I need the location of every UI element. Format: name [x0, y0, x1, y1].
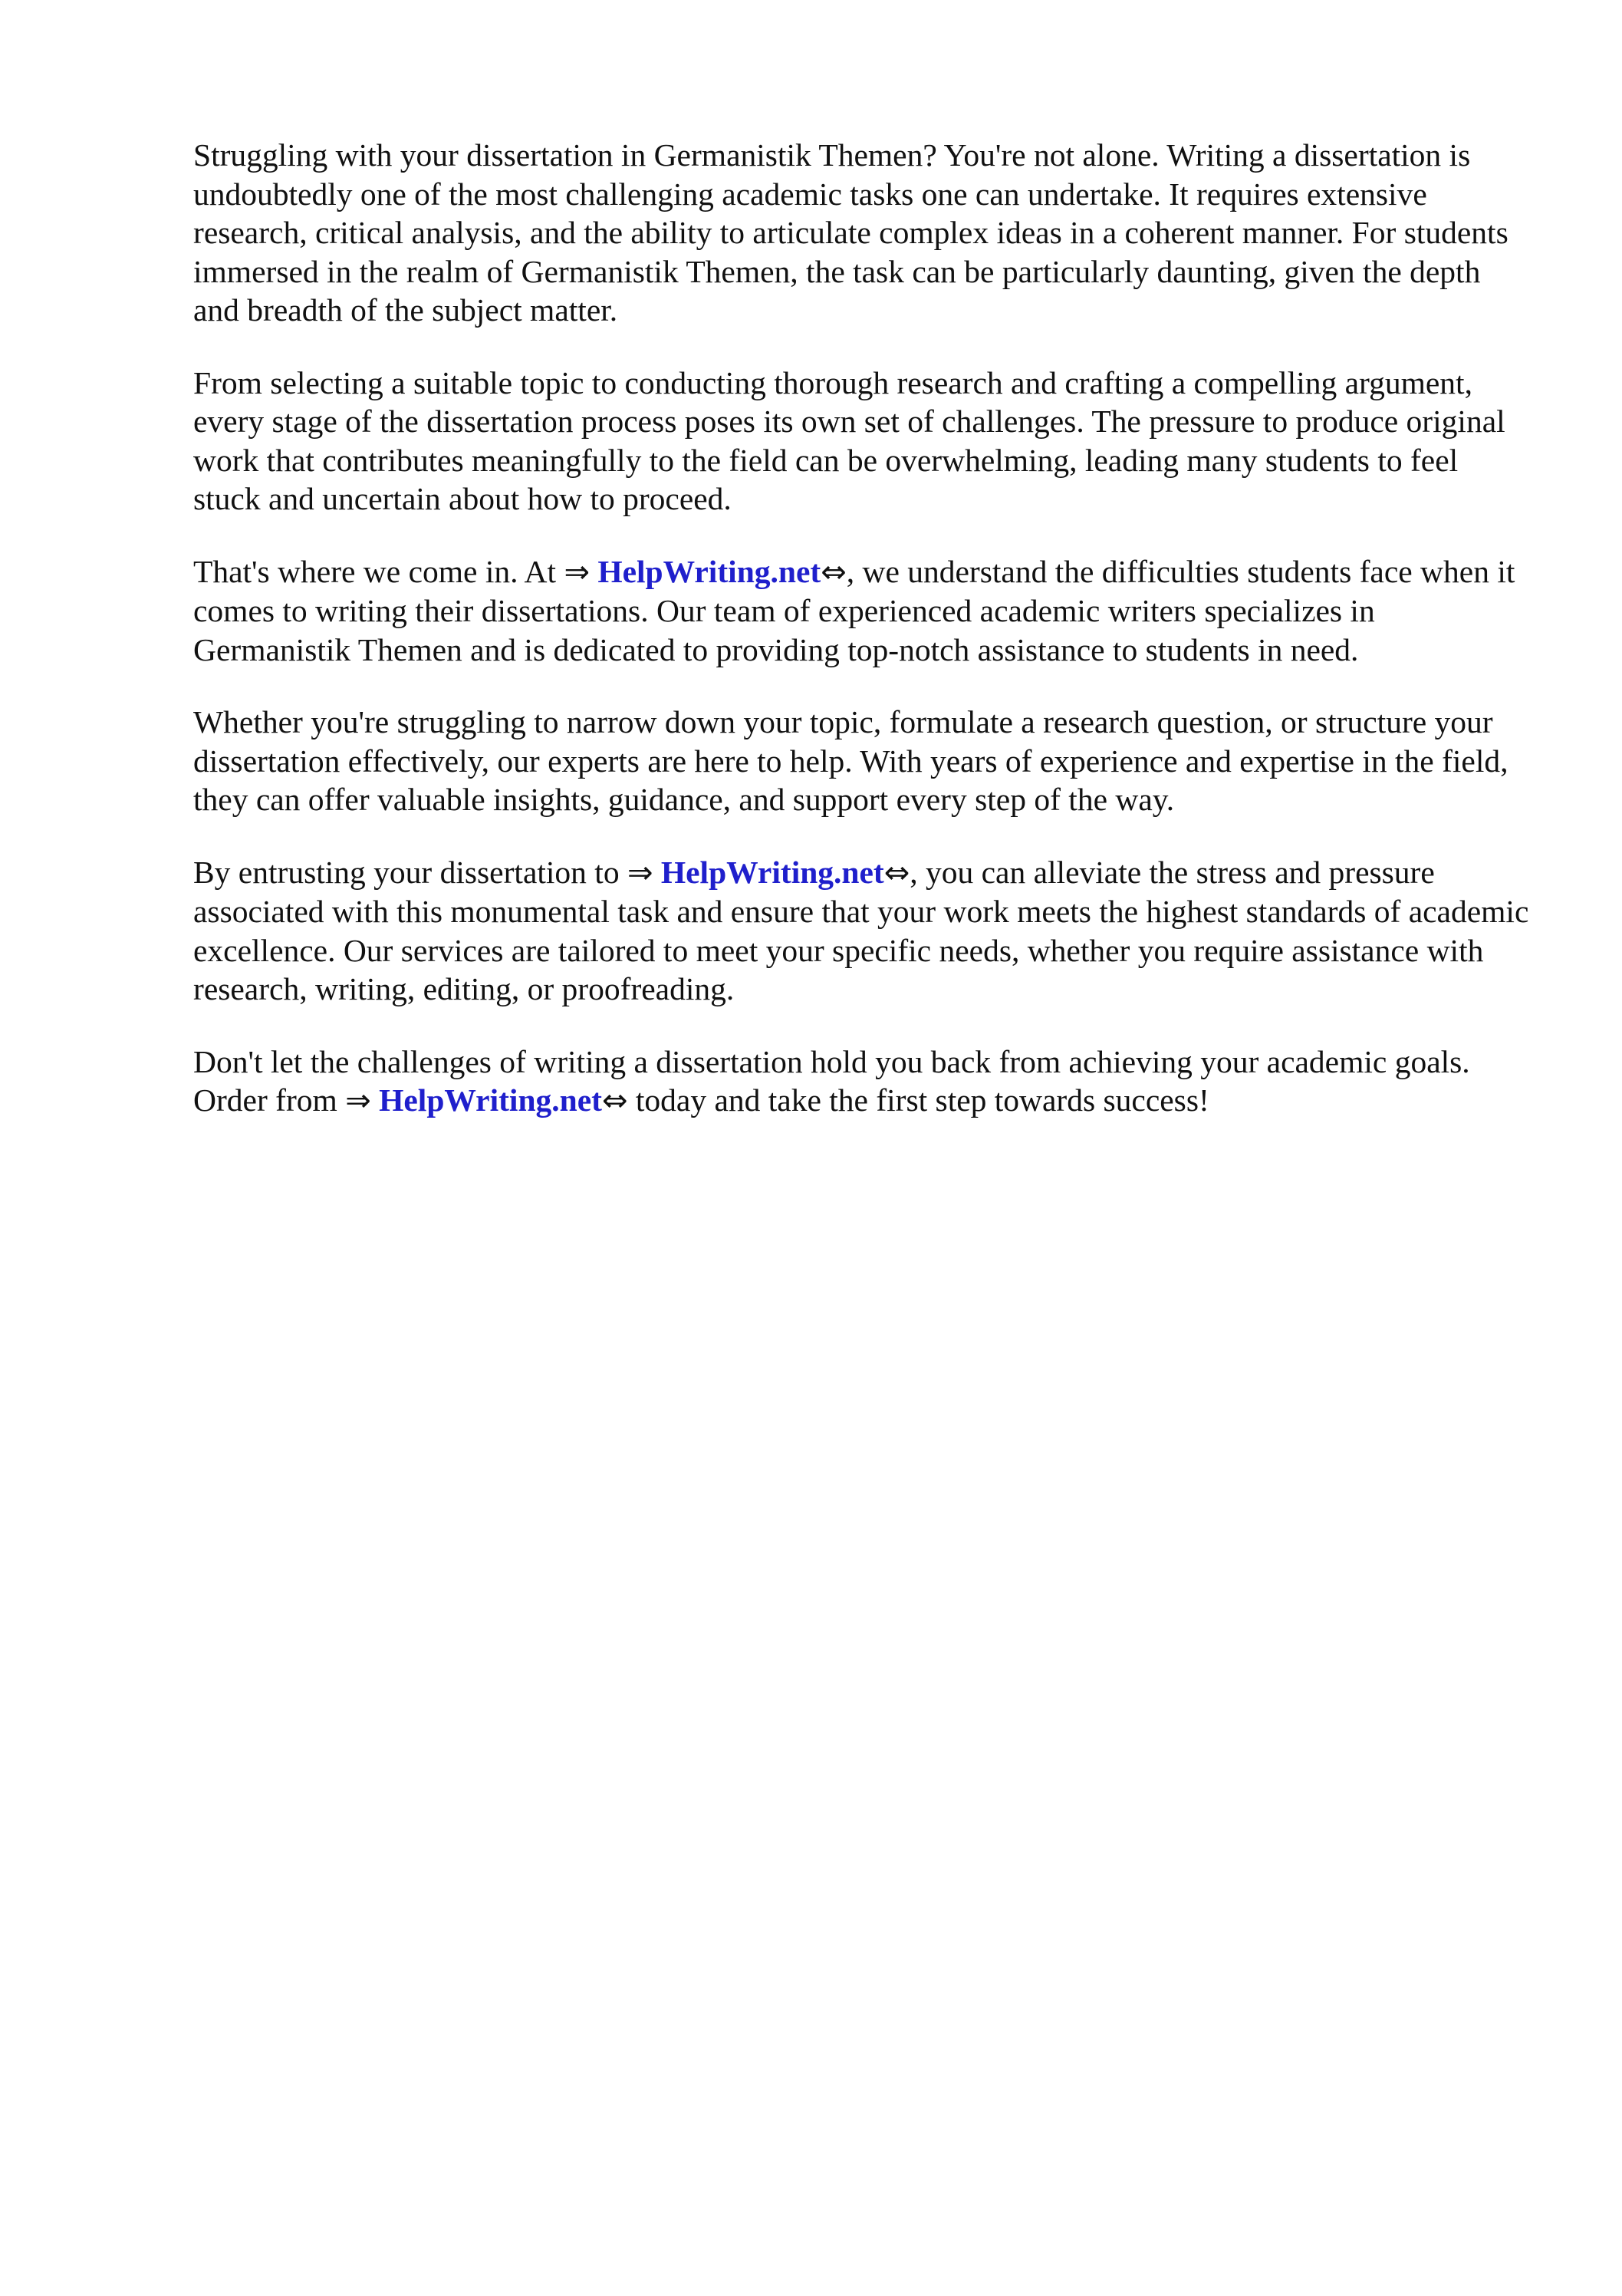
document-body	[193, 136, 1532, 1155]
paragraph-service-text-after: , we understand the difficulties students face when it comes to writing their dissertations. Our team of experienced academic writers specializes in Germanistik Themen and is dedicated to providing top-notch assistance to students in need.	[193, 553, 1515, 667]
paragraph-cta-text-before: Don't let the challenges of writing a dissertation hold you back from achieving your academic goals. Order from	[193, 1043, 1470, 1118]
paragraph-experts-text: Whether you're struggling to narrow down your topic, formulate a research question, or structure your dissertation effectively, our experts are here to help. With years of experience and expertise in the field, they can offer valuable insights, guidance, and support every step of the way.	[193, 704, 1508, 817]
paragraph-challenges-text: From selecting a suitable topic to conducting thorough research and crafting a compelling argument, every stage of the dissertation process poses its own set of challenges. The pressure to produce original work that contributes meaningfully to the field can be overwhelming, leading many students to feel stuck and uncertain about how to proceed.	[193, 364, 1505, 516]
helpwriting-link[interactable]: HelpWriting.net	[597, 553, 821, 589]
paragraph-entrust	[193, 853, 1532, 1009]
arrow-both-icon: ⇔	[601, 1083, 628, 1118]
paragraph-service	[193, 552, 1532, 670]
paragraph-challenges	[193, 364, 1532, 519]
paragraph-intro	[193, 136, 1532, 330]
paragraph-experts	[193, 703, 1532, 819]
helpwriting-link[interactable]: HelpWriting.net	[660, 854, 884, 890]
helpwriting-link[interactable]: HelpWriting.net	[379, 1082, 602, 1118]
arrow-right-icon: ⇒	[627, 855, 653, 891]
paragraph-entrust-text-after: , you can alleviate the stress and pressure associated with this monumental task and ensure that your work meets the highest standards of academic excellence. Our services are tailored to meet your specific needs, whether you require assistance with research, writing, editing, or proofreading.	[193, 854, 1529, 1006]
arrow-right-icon: ⇒	[345, 1083, 371, 1118]
paragraph-cta-text-after: today and take the first step towards success!	[627, 1082, 1209, 1118]
arrow-both-icon: ⇔	[821, 554, 847, 590]
paragraph-cta	[193, 1043, 1532, 1121]
arrow-both-icon: ⇔	[883, 855, 910, 891]
paragraph-service-text-before: That's where we come in. At	[193, 553, 564, 589]
paragraph-entrust-text-before: By entrusting your dissertation to	[193, 854, 627, 890]
paragraph-intro-text: Struggling with your dissertation in Germanistik Themen? You're not alone. Writing a dissertation is undoubtedly one of the most challenging academic tasks one can undertake. It requires extensive research, critical analysis, and the ability to articulate complex ideas in a coherent manner. For students immersed in the realm of Germanistik Themen, the task can be particularly daunting, given the depth and breadth of the subject matter.	[193, 137, 1508, 328]
arrow-right-icon: ⇒	[564, 554, 590, 590]
